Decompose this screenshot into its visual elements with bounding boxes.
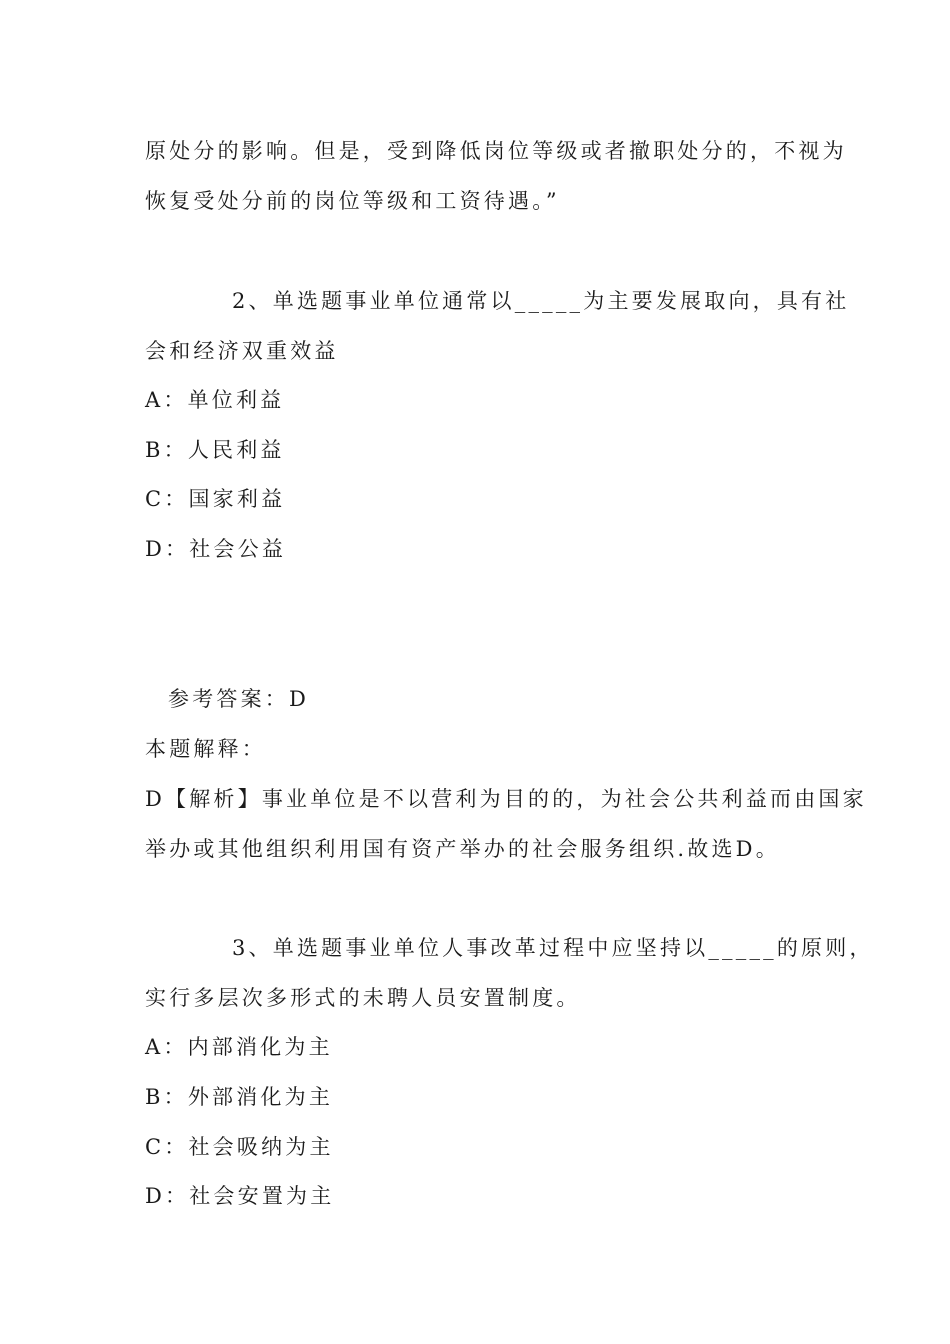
question-3-stem-line-2: 实行多层次多形式的未聘人员安置制度。 xyxy=(145,986,581,1010)
question-2-option-a: A：单位利益 xyxy=(145,388,285,412)
question-2-answer: 参考答案：D xyxy=(168,687,310,711)
question-2-stem-line-1: 2、单选题事业单位通常以_____为主要发展取向，具有社 xyxy=(232,289,850,313)
question-3-option-a: A：内部消化为主 xyxy=(145,1035,333,1059)
question-2-explanation-label: 本题解释： xyxy=(145,737,266,761)
question-2-explanation-line-2: 举办或其他组织利用国有资产举办的社会服务组织.故选D。 xyxy=(145,837,780,861)
question-2-stem-line-2: 会和经济双重效益 xyxy=(145,339,339,363)
question-2-option-c: C：国家利益 xyxy=(145,487,286,511)
question-3-option-b: B：外部消化为主 xyxy=(145,1085,334,1109)
question-3-option-c: C：社会吸纳为主 xyxy=(145,1135,334,1159)
question-2-option-b: B：人民利益 xyxy=(145,438,285,462)
prev-explanation-line-2: 恢复受处分前的岗位等级和工资待遇。” xyxy=(145,189,560,213)
prev-explanation-line-1: 原处分的影响。但是，受到降低岗位等级或者撤职处分的，不视为 xyxy=(145,139,847,163)
question-3-option-d: D：社会安置为主 xyxy=(145,1184,335,1208)
question-2-explanation-line-1: D【解析】事业单位是不以营利为目的的，为社会公共利益而由国家 xyxy=(145,787,867,811)
question-2-option-d: D：社会公益 xyxy=(145,537,287,561)
question-3-stem-line-1: 3、单选题事业单位人事改革过程中应坚持以_____的原则， xyxy=(232,936,874,960)
